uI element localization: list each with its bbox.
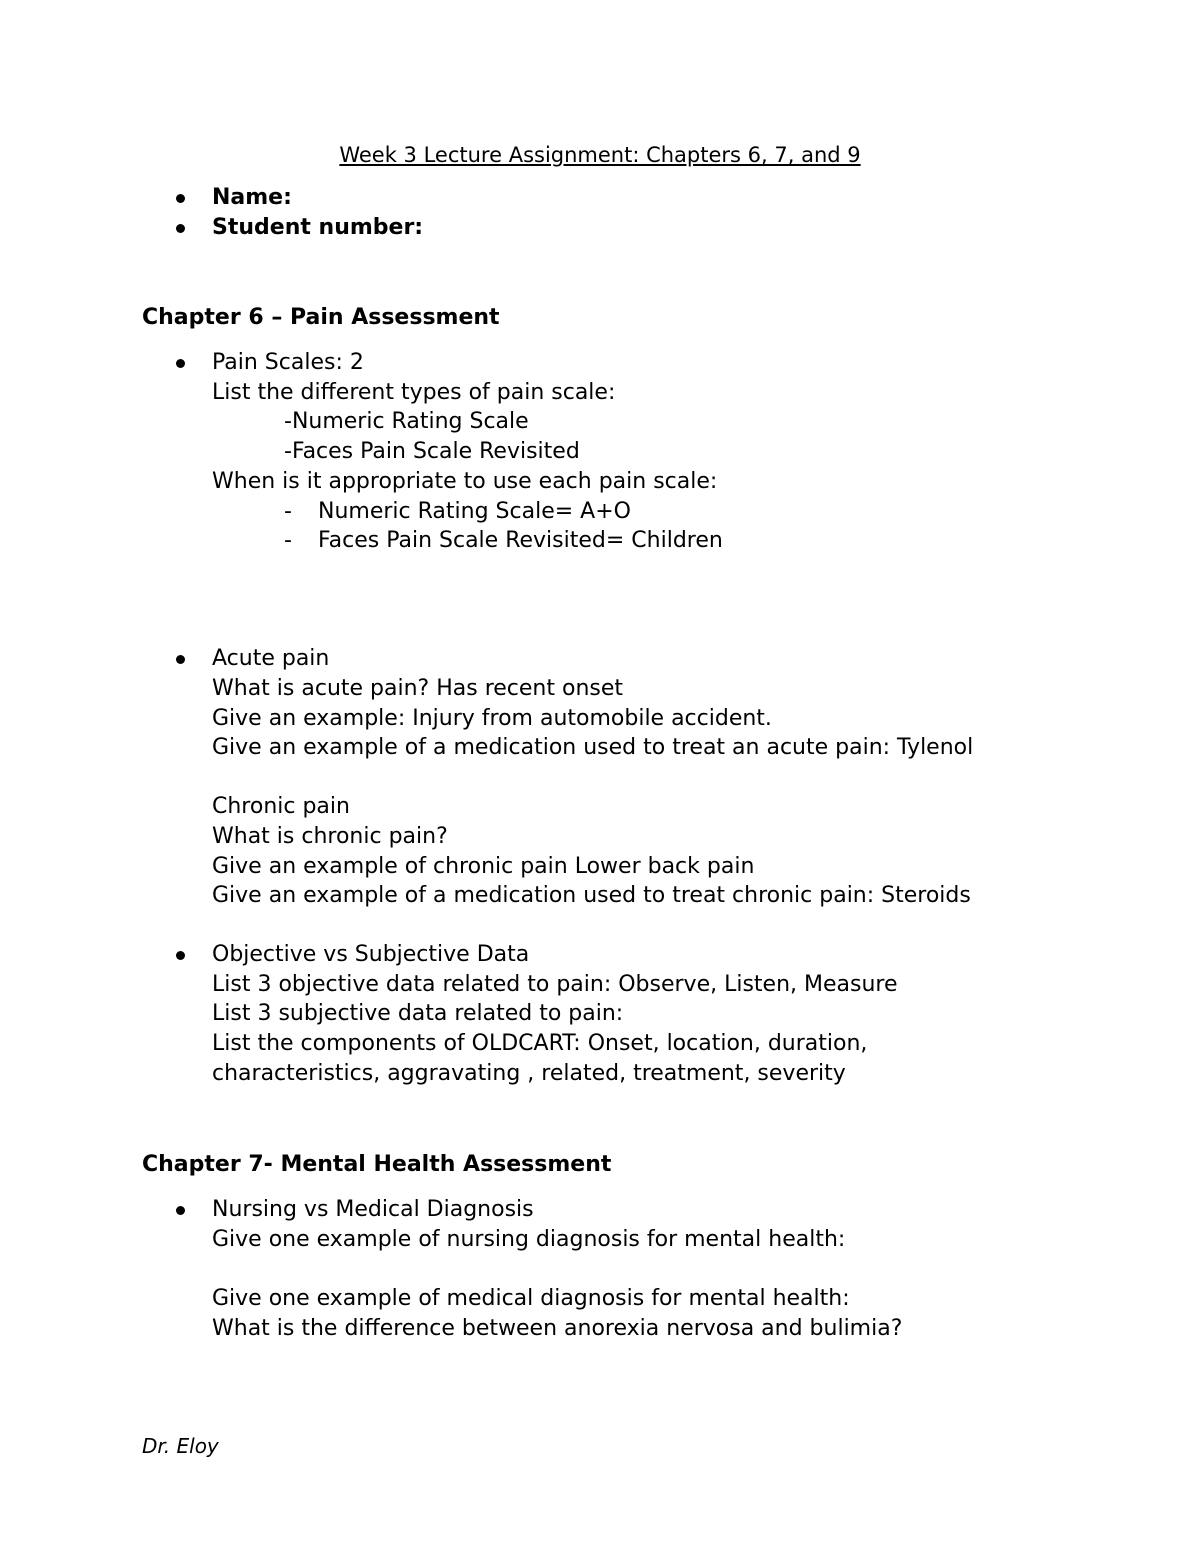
diagnosis-line: Give one example of nursing diagnosis for mental health: bbox=[212, 1227, 846, 1252]
bullet-icon bbox=[176, 951, 185, 960]
bullet-icon bbox=[176, 1206, 185, 1215]
objective-subjective-line: List 3 objective data related to pain: Observe, Listen, Measure bbox=[212, 972, 898, 997]
dash-icon: - bbox=[284, 499, 292, 524]
bullet-icon bbox=[176, 359, 185, 368]
pain-scale-type: -Numeric Rating Scale bbox=[284, 409, 529, 434]
page-title: Week 3 Lecture Assignment: Chapters 6, 7, and 9 bbox=[339, 143, 861, 167]
acute-pain-item: Acute pain bbox=[212, 646, 330, 671]
pain-scale-usage: Numeric Rating Scale= A+O bbox=[318, 499, 631, 524]
name-field-label: Name: bbox=[212, 185, 292, 210]
chapter6-heading: Chapter 6 – Pain Assessment bbox=[142, 305, 500, 330]
diagnosis-line: What is the difference between anorexia nervosa and bulimia? bbox=[212, 1316, 903, 1341]
acute-pain-line: Give an example of a medication used to treat an acute pain: Tylenol bbox=[212, 735, 974, 760]
chronic-pain-line: Give an example of chronic pain Lower back pain bbox=[212, 854, 755, 879]
chronic-pain-line: What is chronic pain? bbox=[212, 824, 448, 849]
objective-subjective-line: List 3 subjective data related to pain: bbox=[212, 1001, 624, 1026]
dash-icon: - bbox=[284, 528, 292, 553]
objective-subjective-line: characteristics, aggravating , related, treatment, severity bbox=[212, 1061, 846, 1086]
student-number-field-label: Student number: bbox=[212, 215, 424, 240]
acute-pain-line: What is acute pain? Has recent onset bbox=[212, 676, 624, 701]
bullet-icon bbox=[176, 224, 185, 233]
pain-scales-usage-prompt: When is it appropriate to use each pain scale: bbox=[212, 469, 718, 494]
diagnosis-item: Nursing vs Medical Diagnosis bbox=[212, 1197, 534, 1222]
bullet-icon bbox=[176, 194, 185, 203]
pain-scales-item: Pain Scales: 2 bbox=[212, 350, 364, 375]
chapter7-heading: Chapter 7- Mental Health Assessment bbox=[142, 1152, 612, 1177]
chronic-pain-line: Give an example of a medication used to treat chronic pain: Steroids bbox=[212, 883, 971, 908]
bullet-icon bbox=[176, 655, 185, 664]
acute-pain-line: Give an example: Injury from automobile accident. bbox=[212, 706, 772, 731]
pain-scale-type: -Faces Pain Scale Revisited bbox=[284, 439, 580, 464]
diagnosis-line: Give one example of medical diagnosis for mental health: bbox=[212, 1286, 850, 1311]
pain-scale-usage: Faces Pain Scale Revisited= Children bbox=[318, 528, 723, 553]
objective-subjective-item: Objective vs Subjective Data bbox=[212, 942, 530, 967]
objective-subjective-line: List the components of OLDCART: Onset, location, duration, bbox=[212, 1031, 868, 1056]
footer-author: Dr. Eloy bbox=[142, 1434, 219, 1458]
chronic-pain-line: Chronic pain bbox=[212, 794, 350, 819]
pain-scales-list-prompt: List the different types of pain scale: bbox=[212, 380, 616, 405]
